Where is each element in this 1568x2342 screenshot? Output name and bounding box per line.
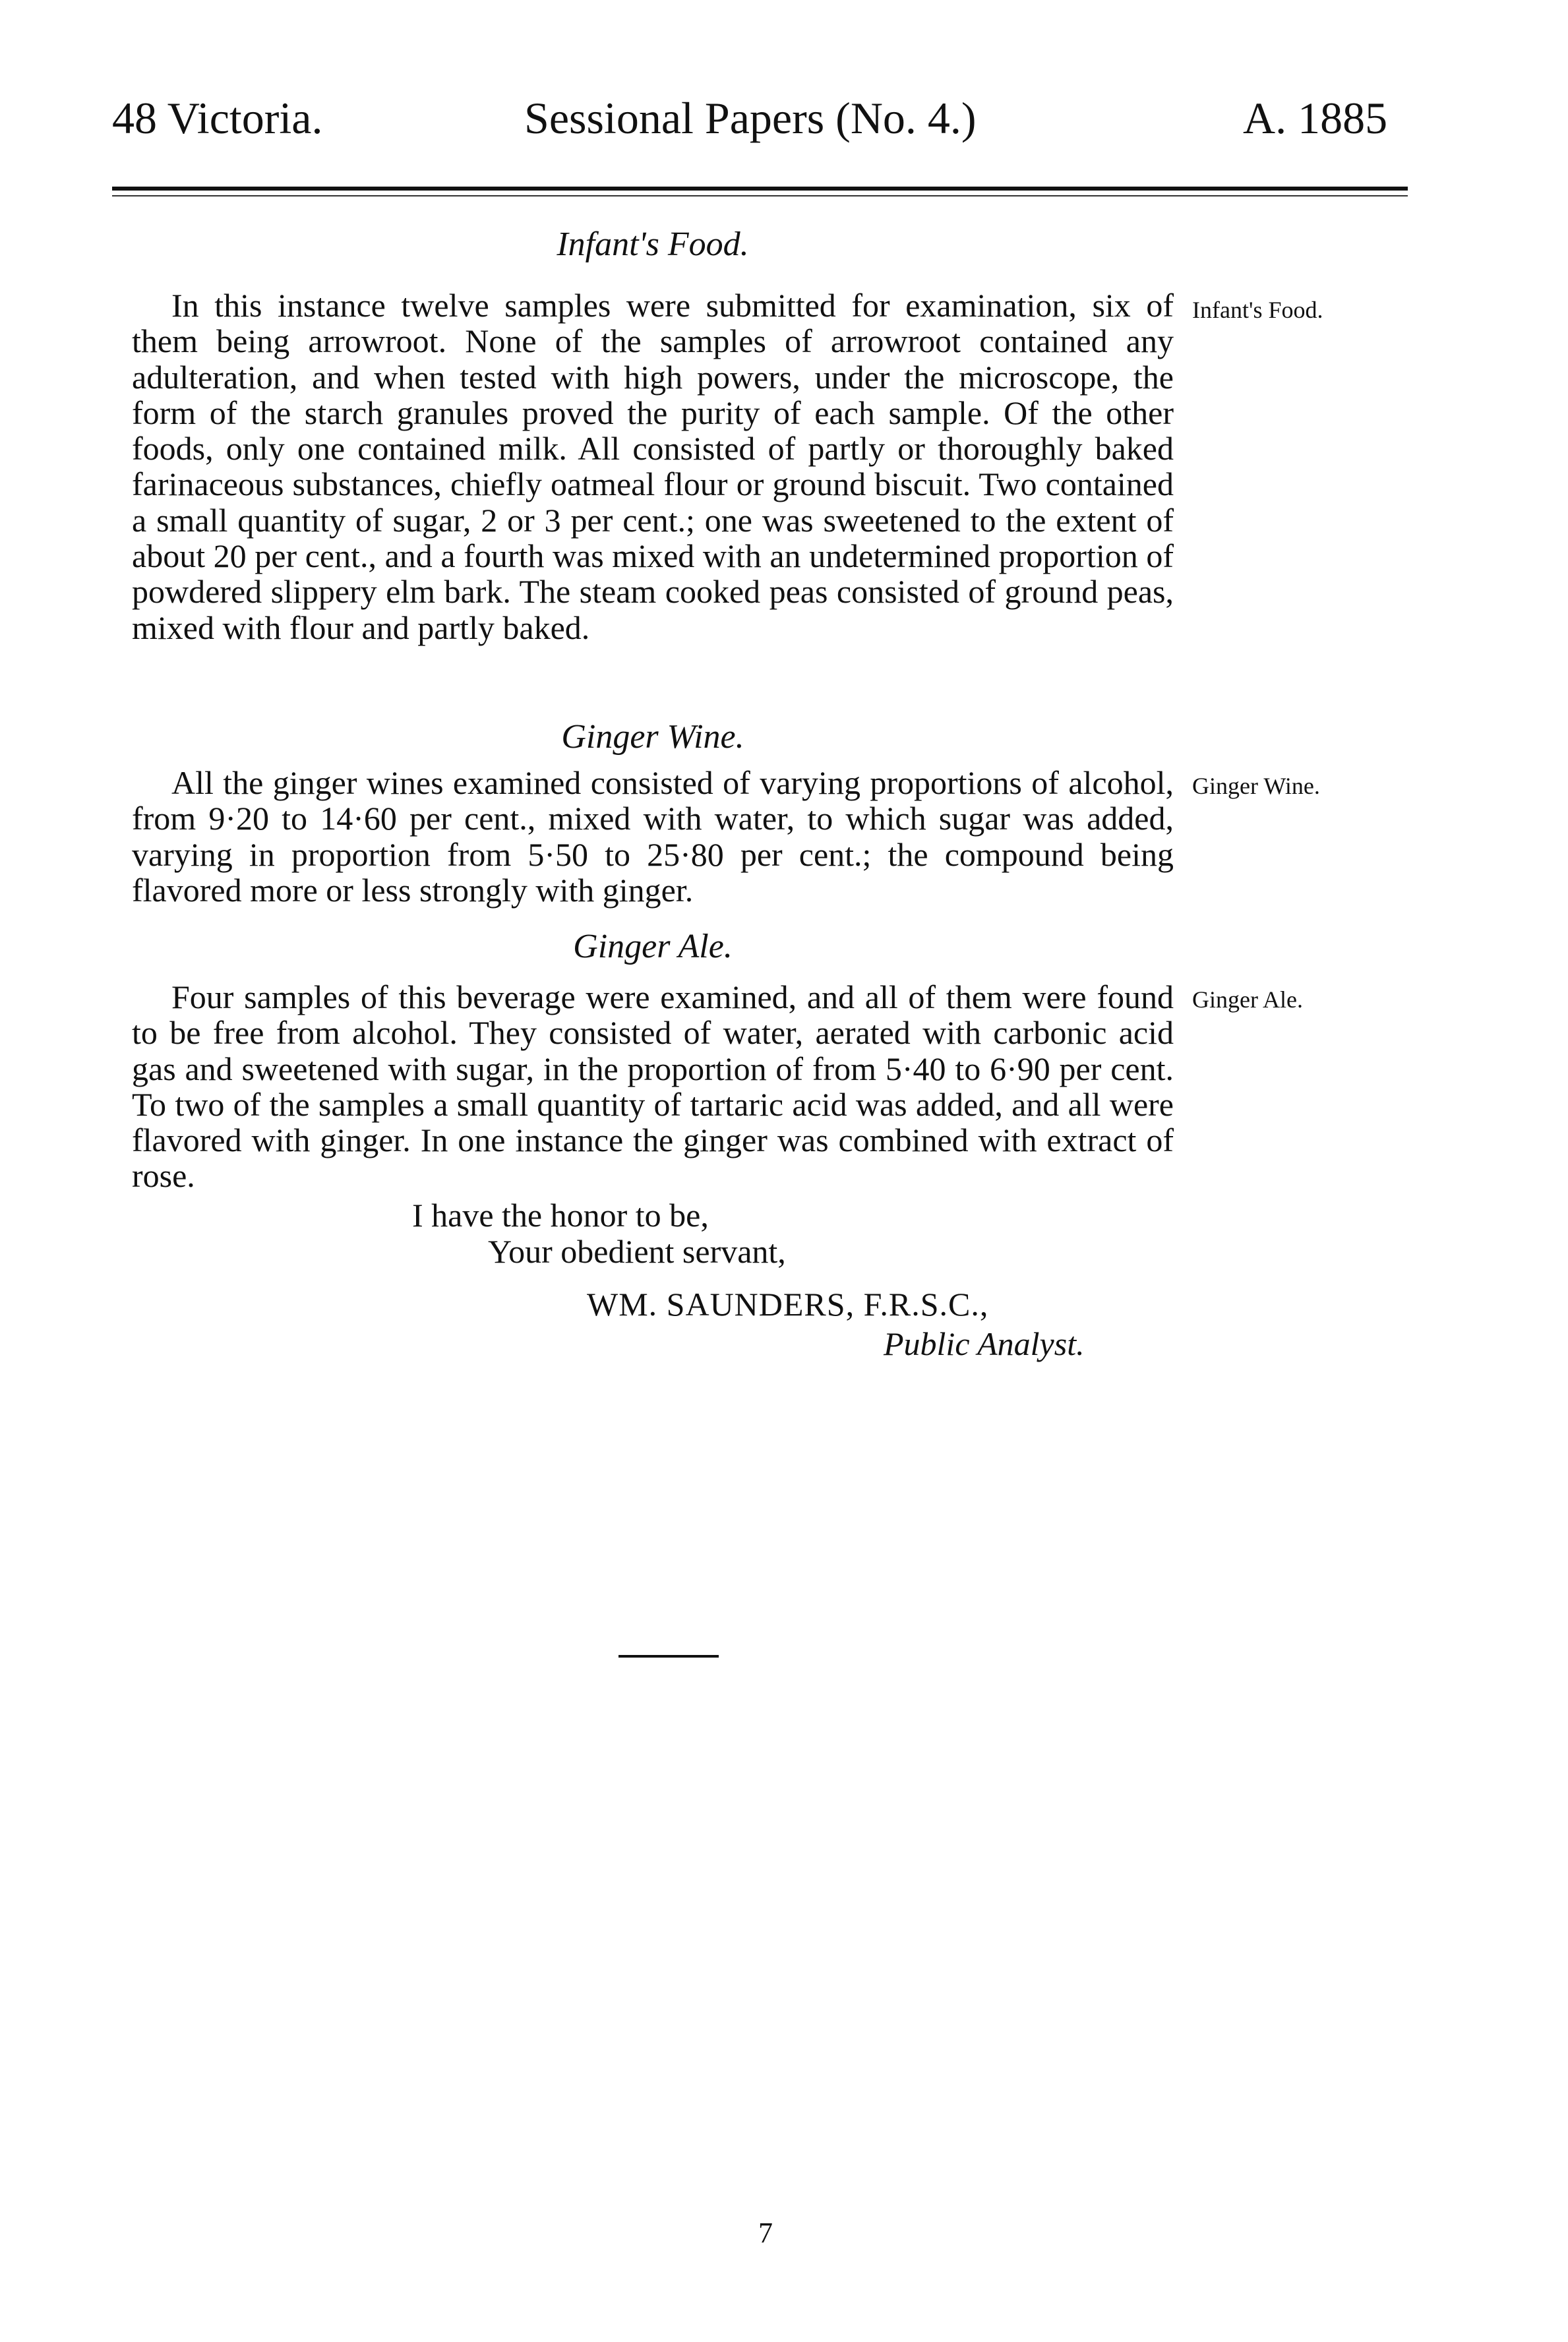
header-rule-thin — [112, 195, 1408, 196]
end-rule — [618, 1655, 719, 1658]
section-heading-infants-food: Infant's Food. — [557, 225, 749, 263]
header-volume: 48 Victoria. — [112, 93, 323, 143]
signature-name: WM. SAUNDERS, F.R.S.C., — [587, 1286, 989, 1323]
margin-note-ginger-wine: Ginger Wine. — [1192, 773, 1320, 799]
section-body-infants-food: In this instance twelve samples were submitted for examination, six of them being arrowroot. None of the samples of arrowroot contained any adulteration, and when tested with high powers, under the microscope, the form of the starch granules proved the purity of each sample. Of the other foods, only one contained milk. All consisted of partly or thoroughly baked farinaceous substances, chiefly oatmeal flour or ground biscuit. Two contained a small quantity of sugar, 2 or 3 per cent.; one was sweetened to the extent of about 20 per cent., and a fourth was mixed with an undetermined proportion of powdered slippery elm bark. The steam cooked peas consisted of ground peas, mixed with flour and partly baked. — [132, 287, 1174, 646]
section-heading-ginger-ale: Ginger Ale. — [573, 928, 733, 965]
header-title: Sessional Papers (No. 4.) — [524, 93, 977, 143]
header-year: A. 1885 — [1243, 93, 1388, 143]
margin-note-ginger-ale: Ginger Ale. — [1192, 986, 1303, 1013]
page-number: 7 — [758, 2217, 773, 2249]
margin-note-infants-food: Infant's Food. — [1192, 297, 1323, 323]
header-rule — [112, 187, 1408, 191]
signature-title: Public Analyst. — [884, 1325, 1085, 1362]
section-body-ginger-wine: All the ginger wines examined consisted of varying proportions of alcohol, from 9·20 to 14·60 per cent., mixed with water, to which sugar was added, varying in proportion from 5·50 to 25·80 per cent.; the compound being flavored more or less strongly with ginger. — [132, 764, 1174, 909]
closing-line: Your obedient servant, — [488, 1233, 786, 1270]
section-heading-ginger-wine: Ginger Wine. — [561, 718, 744, 756]
closing-salutation: I have the honor to be, — [412, 1197, 709, 1234]
section-body-ginger-ale: Four samples of this beverage were examined, and all of them were found to be free from alcohol. They consisted of water, aerated with carbonic acid gas and sweetened with sugar, in the proportion of from 5·40 to 6·90 per cent. To two of the samples a small quantity of tartaric acid was added, and all were flavored with ginger. In one instance the ginger was combined with extract of rose. — [132, 978, 1174, 1195]
